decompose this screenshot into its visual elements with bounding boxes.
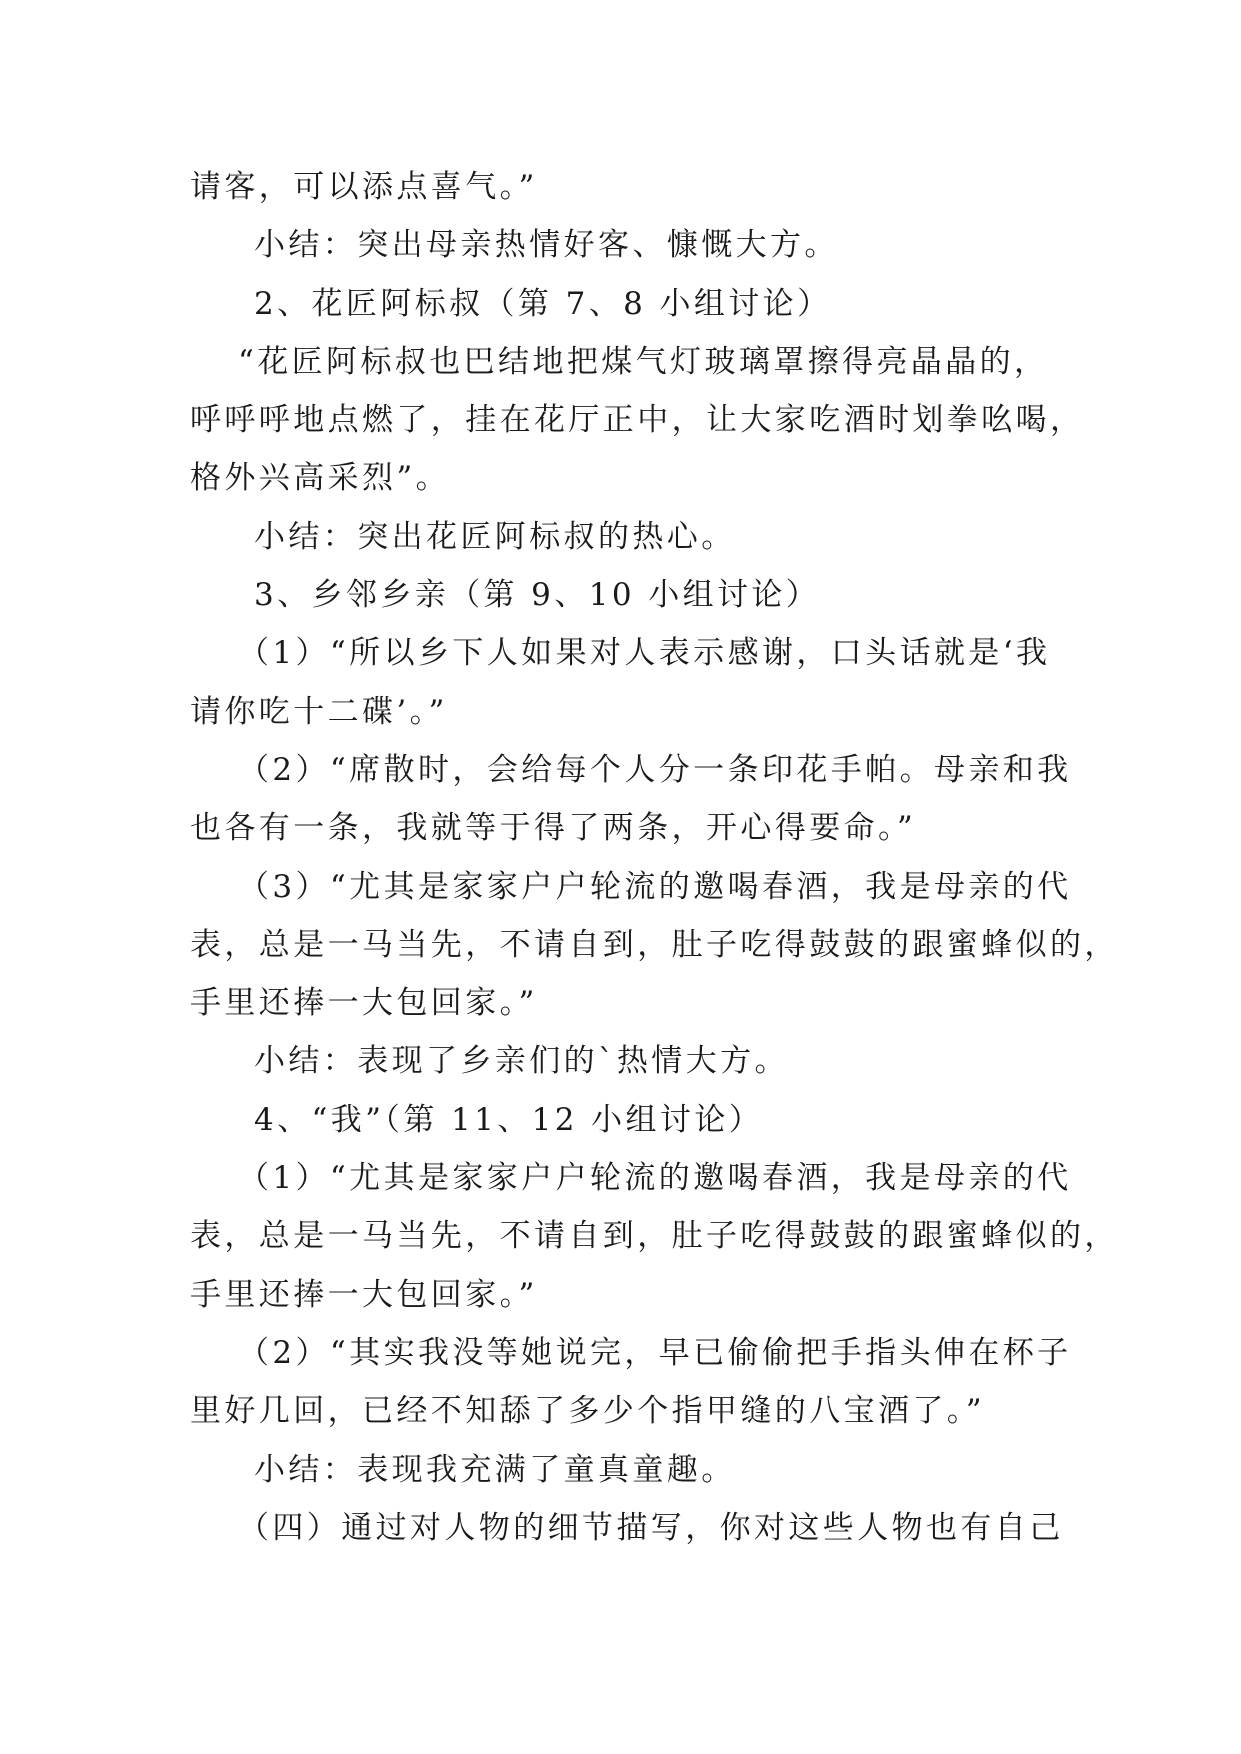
- document-page: [190, 158, 1119, 1557]
- paragraph: [190, 216, 1051, 274]
- paragraph: [190, 333, 1085, 508]
- text-line: 请客，可以添点喜气。”: [190, 169, 538, 205]
- text-line: （1）“尤其是家家户户轮流的邀喝春酒，我是母亲的代: [238, 1160, 1072, 1197]
- text-line: 小结：表现我充满了童真童趣。: [254, 1451, 736, 1488]
- text-line: 呼呼呼地点燃了，挂在花厅正中，让大家吃酒时划拳吆喝，: [190, 402, 1085, 439]
- text-line: “花匠阿标叔也巴结地把煤气灯玻璃罩擦得亮晶晶的，: [238, 343, 1049, 380]
- text-line: 小结：突出花匠阿标叔的热心。: [254, 518, 736, 555]
- text-line: 格外兴高采烈”。: [190, 460, 451, 497]
- paragraph: [190, 508, 1051, 566]
- paragraph: [190, 275, 1051, 333]
- text-line: 小结：表现了乡亲们的`热情大方。: [254, 1043, 789, 1080]
- paragraph: [190, 566, 1051, 624]
- paragraph: [190, 1324, 1072, 1441]
- text-line: （3）“尤其是家家户户轮流的邀喝春酒，我是母亲的代: [238, 868, 1072, 905]
- text-line: 2、花匠阿标叔（第 7、8 小组讨论）: [254, 285, 832, 322]
- paragraph: [190, 1149, 1119, 1324]
- text-line: 也各有一条，我就等于得了两条，开心得要命。”: [190, 810, 917, 847]
- text-line: 3、乡邻乡亲（第 9、10 小组讨论）: [254, 577, 821, 614]
- paragraph: [190, 1032, 1051, 1090]
- text-line: （2）“其实我没等她说完，早已偷偷把手指头伸在杯子: [238, 1334, 1072, 1371]
- text-line: （1）“所以乡下人如果对人表示感谢，口头话就是‘我: [238, 635, 1051, 672]
- text-line: 小结：突出母亲热情好客、慷慨大方。: [254, 227, 839, 264]
- text-line: 里好几回，已经不知舔了多少个指甲缝的八宝酒了。”: [190, 1393, 985, 1430]
- paragraph: [190, 624, 1051, 741]
- text-line: 手里还捧一大包回家。”: [190, 985, 538, 1022]
- text-line: 表，总是一马当先，不请自到，肚子吃得鼓鼓的跟蜜蜂似的，: [190, 926, 1119, 963]
- text-line: （2）“席散时，会给每个人分一条印花手帕。母亲和我: [238, 751, 1072, 788]
- paragraph: [190, 1441, 1051, 1499]
- paragraph: [190, 1091, 1051, 1149]
- text-line: （四）通过对人物的细节描写，你对这些人物也有自己: [238, 1509, 1064, 1546]
- paragraph: [190, 158, 1051, 216]
- text-line: 表，总是一马当先，不请自到，肚子吃得鼓鼓的跟蜜蜂似的，: [190, 1218, 1119, 1255]
- text-line: 请你吃十二碟’。”: [190, 693, 448, 730]
- paragraph: [190, 741, 1072, 858]
- paragraph: [190, 858, 1119, 1033]
- paragraph: [190, 1499, 1064, 1557]
- text-line: 4、“我”（第 11、12 小组讨论）: [254, 1101, 764, 1138]
- text-line: 手里还捧一大包回家。”: [190, 1276, 538, 1313]
